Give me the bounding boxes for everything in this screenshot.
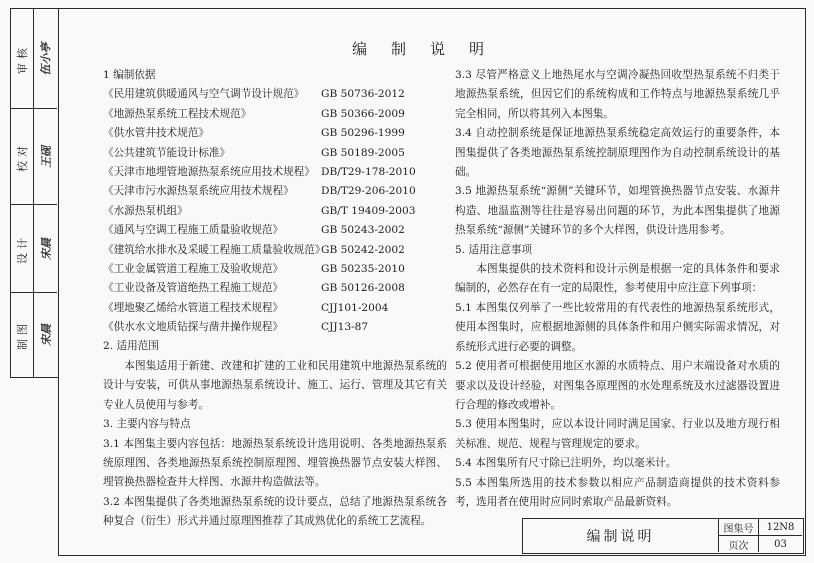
standard-row [103,202,447,221]
standard-name: 《地源热泵系统工程技术规范》 [103,107,252,120]
title-block [522,518,804,554]
atlas-number-label: 图集号 [719,519,759,536]
right-column [455,66,780,512]
standard-code: CJJ13-87 [321,321,369,334]
standard-row [103,318,447,337]
signature-cell-draw [11,293,57,377]
standard-code: GB 50296-1999 [321,127,405,140]
left-column [103,66,447,532]
paragraph: 5.1 本图集仅列举了一些比较常用的有代表性的地源热泵系统形式，使用本图集时，应根据地源侧的具体条件和用户侧实际需求情况，对系统形式进行必要的调整。 [455,301,780,353]
atlas-number-value: 12N8 [759,519,802,536]
signature-cell-design [11,205,57,293]
handwritten-signature: 宋晨 [39,237,53,260]
section-heading: 3. 主要内容与特点 [103,418,191,431]
handwritten-signature: 王砚 [39,145,53,168]
standard-code: GB 50242-2002 [321,243,405,256]
standard-name: 《天津市地埋管地源热泵系统应用技术规程》 [103,165,315,178]
handwritten-signature: 伍小亭 [39,42,53,75]
standard-name: 《供水水文地质钻探与凿井操作规程》 [103,321,284,334]
standard-row [103,144,447,163]
standard-code: GB/T 19409-2003 [321,204,416,217]
standard-row [103,85,447,104]
standard-code: GB 50736-2012 [321,88,405,101]
section-heading: 1 编制依据 [103,69,156,81]
paragraph: 3.3 尽管严格意义上地热尾水与空调冷凝热回收型热泵系统不归类于地源热泵系统，但因它们的系统构成和工作特点与地源热泵系统几乎完全相同，所以将其列入本图集。 [455,69,780,120]
paragraph: 5.2 使用者可根据使用地区水源的水质特点、用户末端设备对水质的要求以及设计经验，对图集各原理图的水处理系统及水过滤器设置进行合理的修改或增补。 [455,360,780,411]
standard-row [103,260,447,279]
signature-cell-check [11,109,57,205]
standard-row [103,182,447,201]
section-heading: 5. 适用注意事项 [455,243,533,256]
standard-row [103,163,447,182]
paragraph: 3.5 地源热泵系统“源侧”关键环节，如埋管换热器节点安装、水源井构造、地温监测等往往是容易出问题的环节，为此本图集提供了地源热泵系统“源侧”关键环节的多个大样图，供设计选用参考。 [455,185,780,237]
standard-name: 《天津市污水源热泵系统应用技术规程》 [103,185,294,198]
standard-code: GB 50189-2005 [321,146,405,159]
standard-name: 《通风与空调工程施工质量验收规范》 [103,224,284,237]
title-block-name: 编制说明 [523,519,719,552]
signature-strip [10,8,58,378]
paragraph: 5.3 使用本图集时，应以本设计同时满足国家、行业以及地方现行相关标准、规范、规程与管理规定的要求。 [455,418,780,450]
standard-name: 《公共建筑节能设计标准》 [103,146,231,159]
paragraph: 5.5 本图集所选用的技术参数以相应产品制造商提供的技术资料参考，选用者在使用时应同时索取产品最新资料。 [455,476,780,508]
standard-row [103,241,447,260]
paragraph: 5.4 本图集所有尺寸除已注明外，均以毫米计。 [455,457,677,470]
paragraph: 本图集提供的技术资料和设计示例是根据一定的具体条件和要求编制的，必然存在有一定的局限性，参考使用中应注意下列事项： [455,263,780,295]
standard-name: 《工业金属管道工程施工及验收规范》 [103,262,284,275]
standard-name: 《民用建筑供暖通风与空气调节设计规范》 [103,88,305,101]
paragraph: 3.2 本图集提供了各类地源热泵系统的设计要点，总结了地源热泵系统各种复合（衍生）形式并通过原理图推荐了其成熟优化的系统工艺流程。 [103,495,447,528]
standard-row [103,221,447,240]
standard-code: GB 50126-2008 [321,282,405,295]
standard-name: 《水源热泵机组》 [103,204,188,217]
paragraph: 3.1 本图集主要内容包括：地源热泵系统设计选用说明、各类地源热泵系统原理图、各类地源热泵系统控制原理图、埋管换热器节点安装大样图、埋管换热器检查井大样图、水源井构造做法等。 [103,437,447,489]
standard-name: 《供水管井技术规范》 [103,127,209,140]
standard-code: CJJ101-2004 [321,301,389,314]
signature-label: 校对 [16,141,29,172]
standard-code: DB/T29-206-2010 [321,185,416,198]
standard-code: GB 50366-2009 [321,107,405,120]
standard-row [103,124,447,143]
signature-label: 制图 [16,320,29,350]
page-title: 编制说明 [351,40,508,58]
standard-code: GB 50235-2010 [321,262,405,275]
page-number-value: 03 [774,538,787,550]
standard-row [103,105,447,124]
section-heading: 2. 适用范围 [103,340,159,353]
page-number-label: 页次 [719,536,759,552]
handwritten-signature: 宋晨 [39,324,53,346]
standard-code: GB 50243-2002 [321,224,405,237]
signature-label: 设计 [16,233,29,264]
standard-name: 《建筑给水排水及采暖工程施工质量验收规范》 [103,243,326,256]
signature-label: 审核 [16,43,29,74]
standard-name: 《工业设备及管道绝热工程施工规范》 [103,282,284,295]
paragraph: 本图集适用于新建、改建和扩建的工业和民用建筑中地源热泵系统的设计与安装，可供从事地源热泵系统设计、施工、运行、管理及其它有关专业人员使用与参考。 [103,359,447,411]
standard-row [103,279,447,298]
standard-name: 《埋地聚乙烯给水管道工程技术规程》 [103,301,284,314]
signature-cell-review [11,9,57,109]
standards-list [103,85,447,337]
standard-code: DB/T29-178-2010 [321,165,416,178]
paragraph: 3.4 自动控制系统是保证地源热泵系统稳定高效运行的重要条件，本图集提供了各类地源热泵系统控制原理图作为自动控制系统设计的基础。 [455,127,780,179]
standard-row [103,299,447,318]
